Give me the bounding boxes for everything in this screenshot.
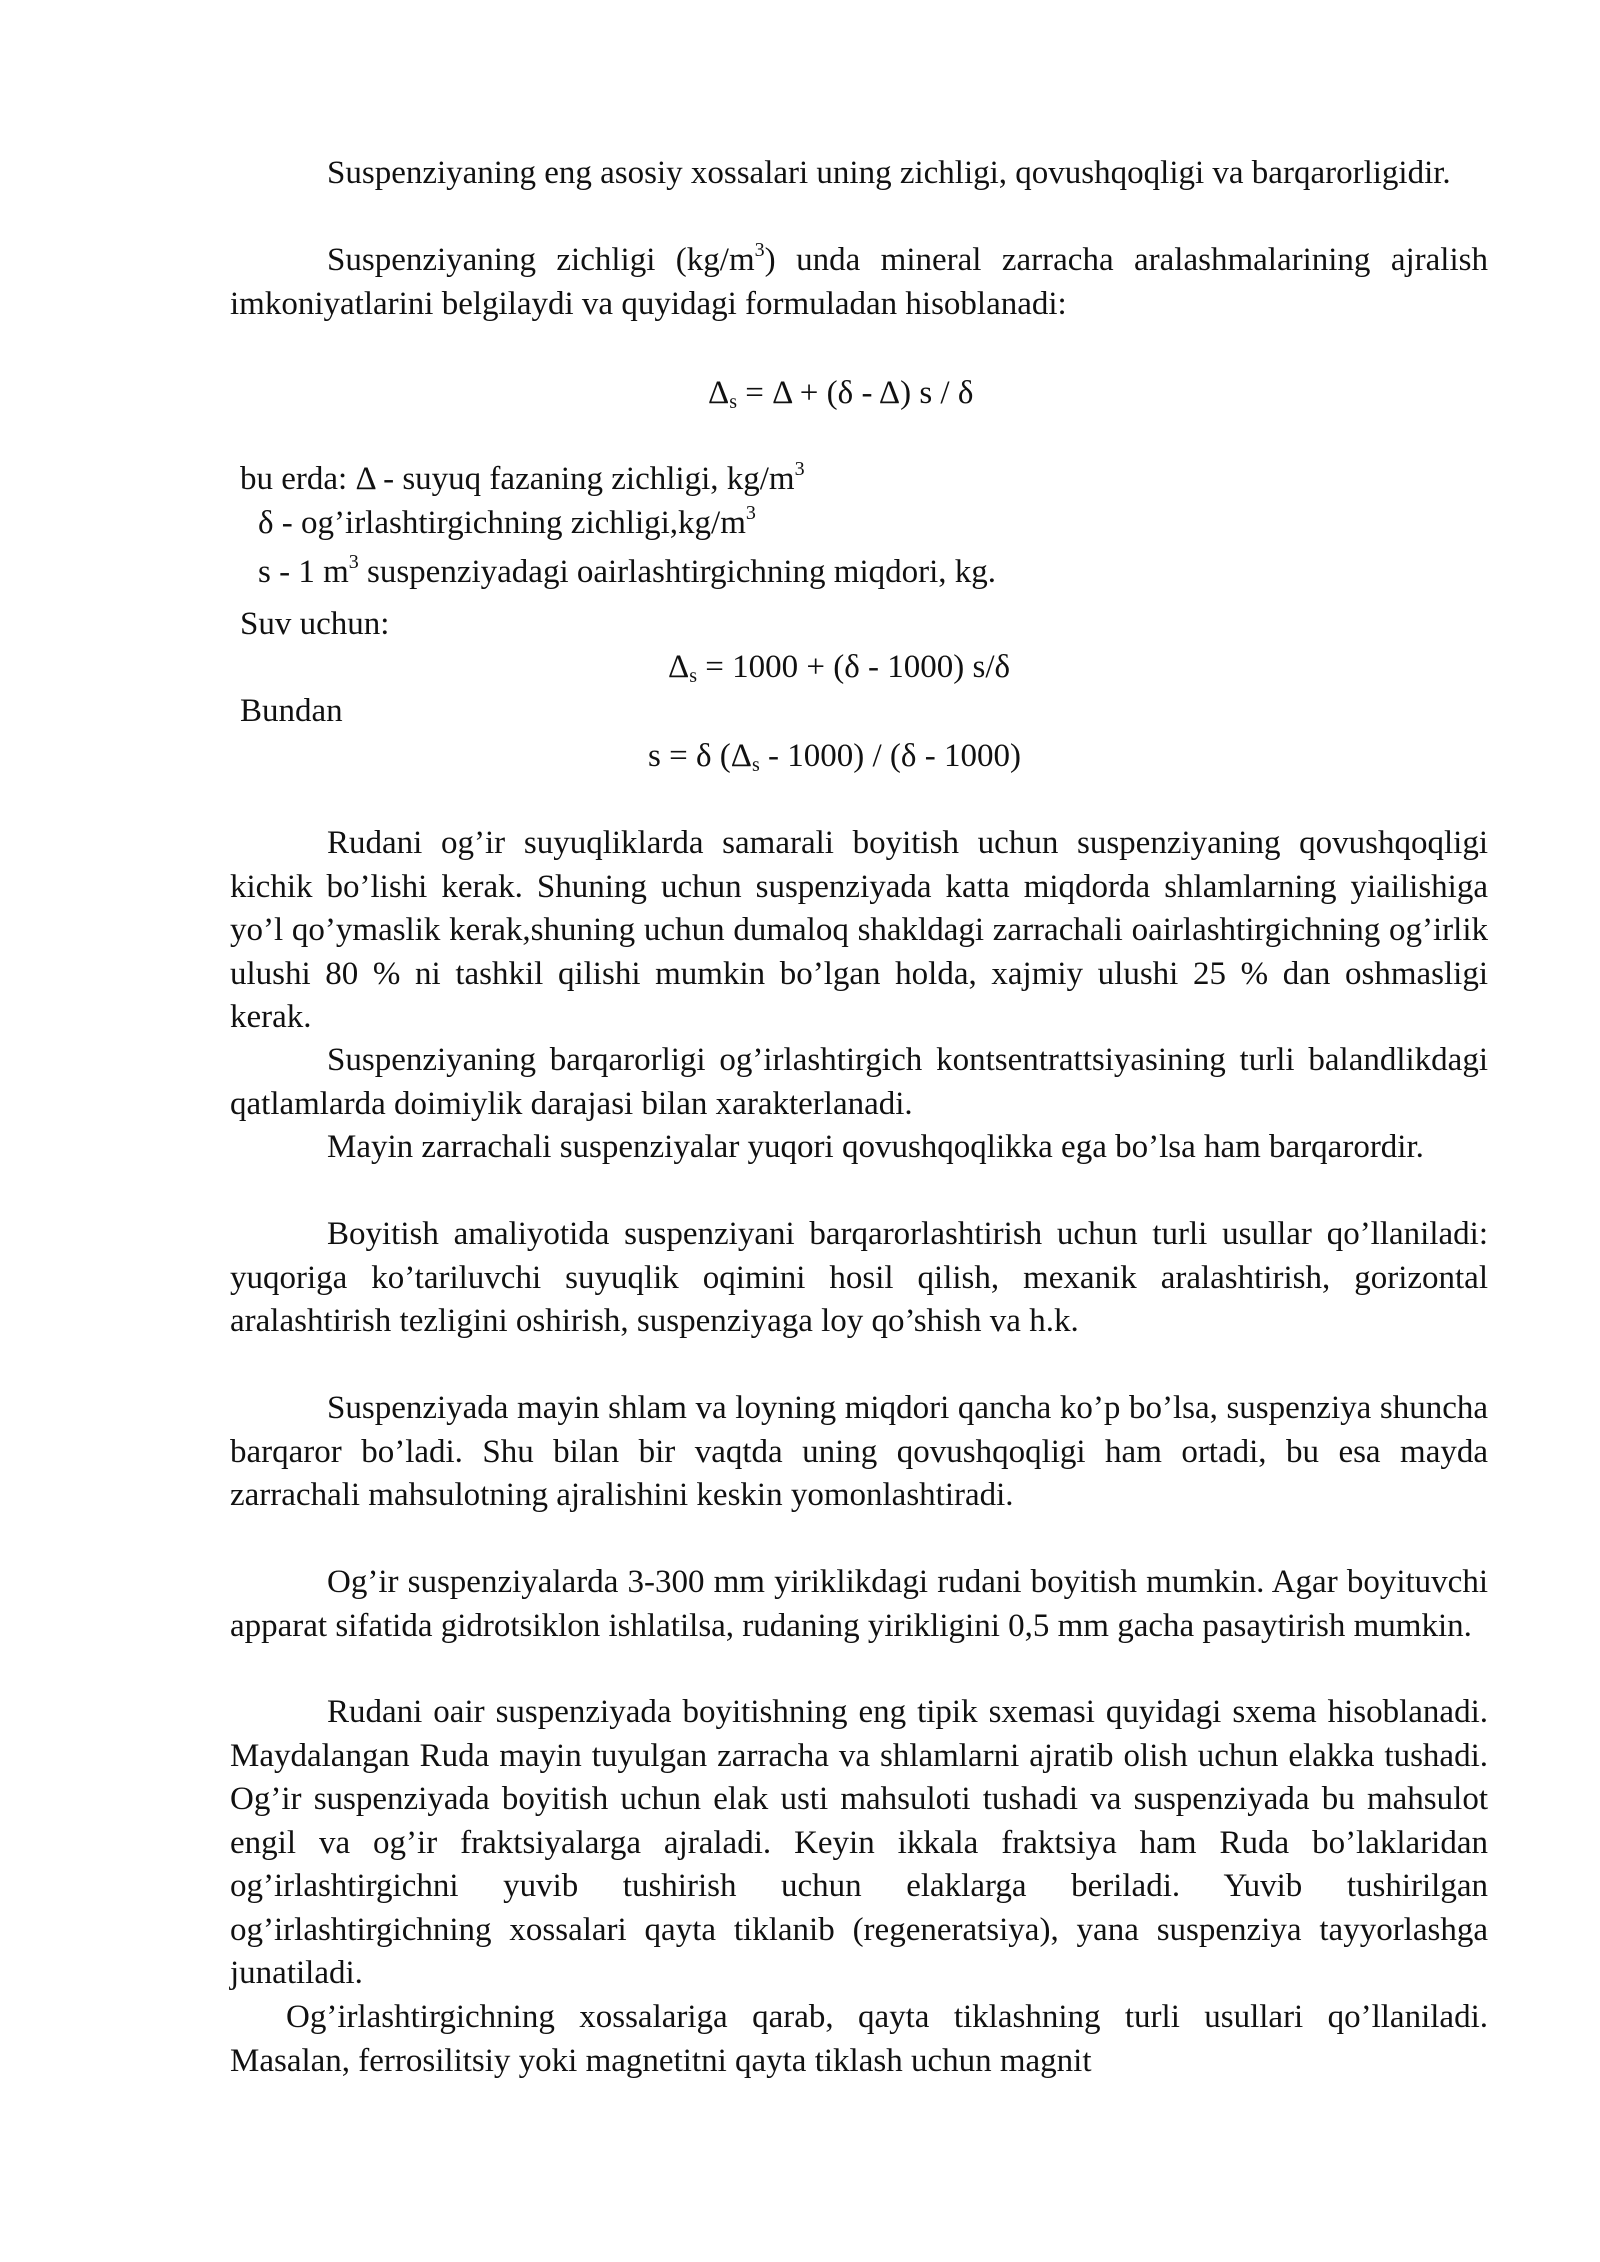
definition-delta-text: bu erda: Δ - suyuq fazaning zichligi, kg/m	[240, 461, 795, 497]
paragraph-stability: Suspenziyaning barqarorligi og’irlashtirgich kontsentrattsiyasining turli balandlikdagi qatlamlarda doimiylik darajasi bilan xarakterlanadi.	[230, 1042, 1488, 1122]
formula-s-text-end: - 1000) / (δ - 1000)	[759, 738, 1021, 774]
bundan-label: Bundan	[240, 693, 343, 729]
paragraph-size-range: Og’ir suspenziyalarda 3-300 mm yiriklikdagi rudani boyitish mumkin. Agar boyituvchi apparat sifatida gidrotsiklon ishlatilsa, rudaning yirikligini 0,5 mm gacha pasaytirish mumkin.	[230, 1564, 1488, 1644]
formula-s-text-start: s = δ (Δ	[648, 738, 752, 774]
paragraph-slime: Suspenziyada mayin shlam va loyning miqdori qancha ko’p bo’lsa, suspenziya shuncha barqaror bo’ladi. Shu bilan bir vaqtda uning qovushqoqligi ham ortadi, bu esa mayda zarrachali mahsulotning ajralishini keskin yomonlashtiradi.	[230, 1390, 1488, 1513]
definition-s	[258, 551, 996, 594]
definition-s-text-end: suspenziyadagi oairlashtirgichning miqdori, kg.	[358, 554, 997, 590]
formula-density-subscript: s	[729, 391, 738, 413]
density-text-start: Suspenziyaning zichligi (kg/m	[327, 242, 755, 278]
density-text-end: ) unda mineral zarracha aralashmalarining ajralish imkoniyatlarini belgilaydi va quyidagi formuladan hisoblanadi:	[230, 242, 1488, 322]
formula-density	[708, 372, 973, 415]
formula-s	[648, 735, 1021, 778]
paragraph-properties: Suspenziyaning eng asosiy xossalari uning zichligi, qovushqoqligi va barqarorligidir.	[327, 155, 1451, 191]
definition-small-delta-text: δ - og’irlashtirgichning zichligi,kg/m	[258, 505, 746, 541]
paragraph-scheme: Rudani oair suspenziyada boyitishning eng tipik sxemasi quyidagi sxema hisoblanadi. Maydalangan Ruda mayin tuyulgan zarracha va shlamlarni ajratib olish uchun elakka tushadi. Og’ir suspenziyada boyitish uchun elak usti mahsuloti tushadi va suspenziyada bu mahsulot engil va og’ir fraktsiyalarga ajraladi. Keyin ikkala fraktsiya ham Ruda bo’laklaridan og’irlashtirgichni yuvib tushirish uchun elaklarga beriladi. Yuvib tushirilgan og’irlashtirgichning xossalari qayta tiklanib (regeneratsiya), yana suspenziya tayyorlashga junatiladi.	[230, 1694, 1488, 1991]
water-label: Suv uchun:	[240, 606, 390, 642]
formula-density-lhs: Δ	[708, 375, 730, 411]
definition-small-delta	[258, 502, 756, 545]
paragraph-fine-particles: Mayin zarrachali suspenziyalar yuqori qovushqoqlikka ega bo’lsa ham barqarordir.	[327, 1129, 1424, 1165]
formula-water-rhs: = 1000 + (δ - 1000) s/δ	[697, 649, 1011, 685]
paragraph-regeneration: Og’irlashtirgichning xossalariga qarab, qayta tiklashning turli usullari qo’llaniladi. Masalan, ferrosilitsiy yoki magnetitni qayta tiklash uchun magnit	[230, 1999, 1488, 2079]
definition-s-text-start: s - 1 m	[258, 554, 349, 590]
formula-water-lhs: Δ	[668, 649, 690, 685]
paragraph-density	[230, 239, 1488, 326]
paragraph-viscosity: Rudani og’ir suyuqliklarda samarali boyitish uchun suspenziyaning qovushqoqligi kichik bo’lishi kerak. Shuning uchun suspenziyada katta miqdorda shlamlarning yiailishiga yo’l qo’ymaslik kerak,shuning uchun dumaloq shakldagi zarrachali oairlashtirgichning og’irlik ulushi 80 % ni tashkil qilishi mumkin bo’lgan holda, xajmiy ulushi 25 % dan oshmasligi kerak.	[230, 825, 1488, 1035]
definition-s-superscript: 3	[348, 551, 359, 573]
formula-s-subscript: s	[751, 754, 760, 776]
formula-water-subscript: s	[689, 665, 698, 687]
definition-delta-superscript: 3	[794, 458, 805, 480]
paragraph-methods: Boyitish amaliyotida suspenziyani barqarorlashtirish uchun turli usullar qo’llaniladi: yuqoriga ko’tariluvchi suyuqlik oqimini hosil qilish, mexanik aralashtirish, gorizontal aralashtirish tezligini oshirish, suspenziyaga loy qo’shish va h.k.	[230, 1216, 1488, 1339]
formula-water	[668, 646, 1010, 689]
formula-density-rhs: = Δ + (δ - Δ) s / δ	[737, 375, 974, 411]
definition-delta	[240, 458, 805, 501]
density-superscript: 3	[754, 239, 765, 261]
definition-small-delta-superscript: 3	[745, 502, 756, 524]
